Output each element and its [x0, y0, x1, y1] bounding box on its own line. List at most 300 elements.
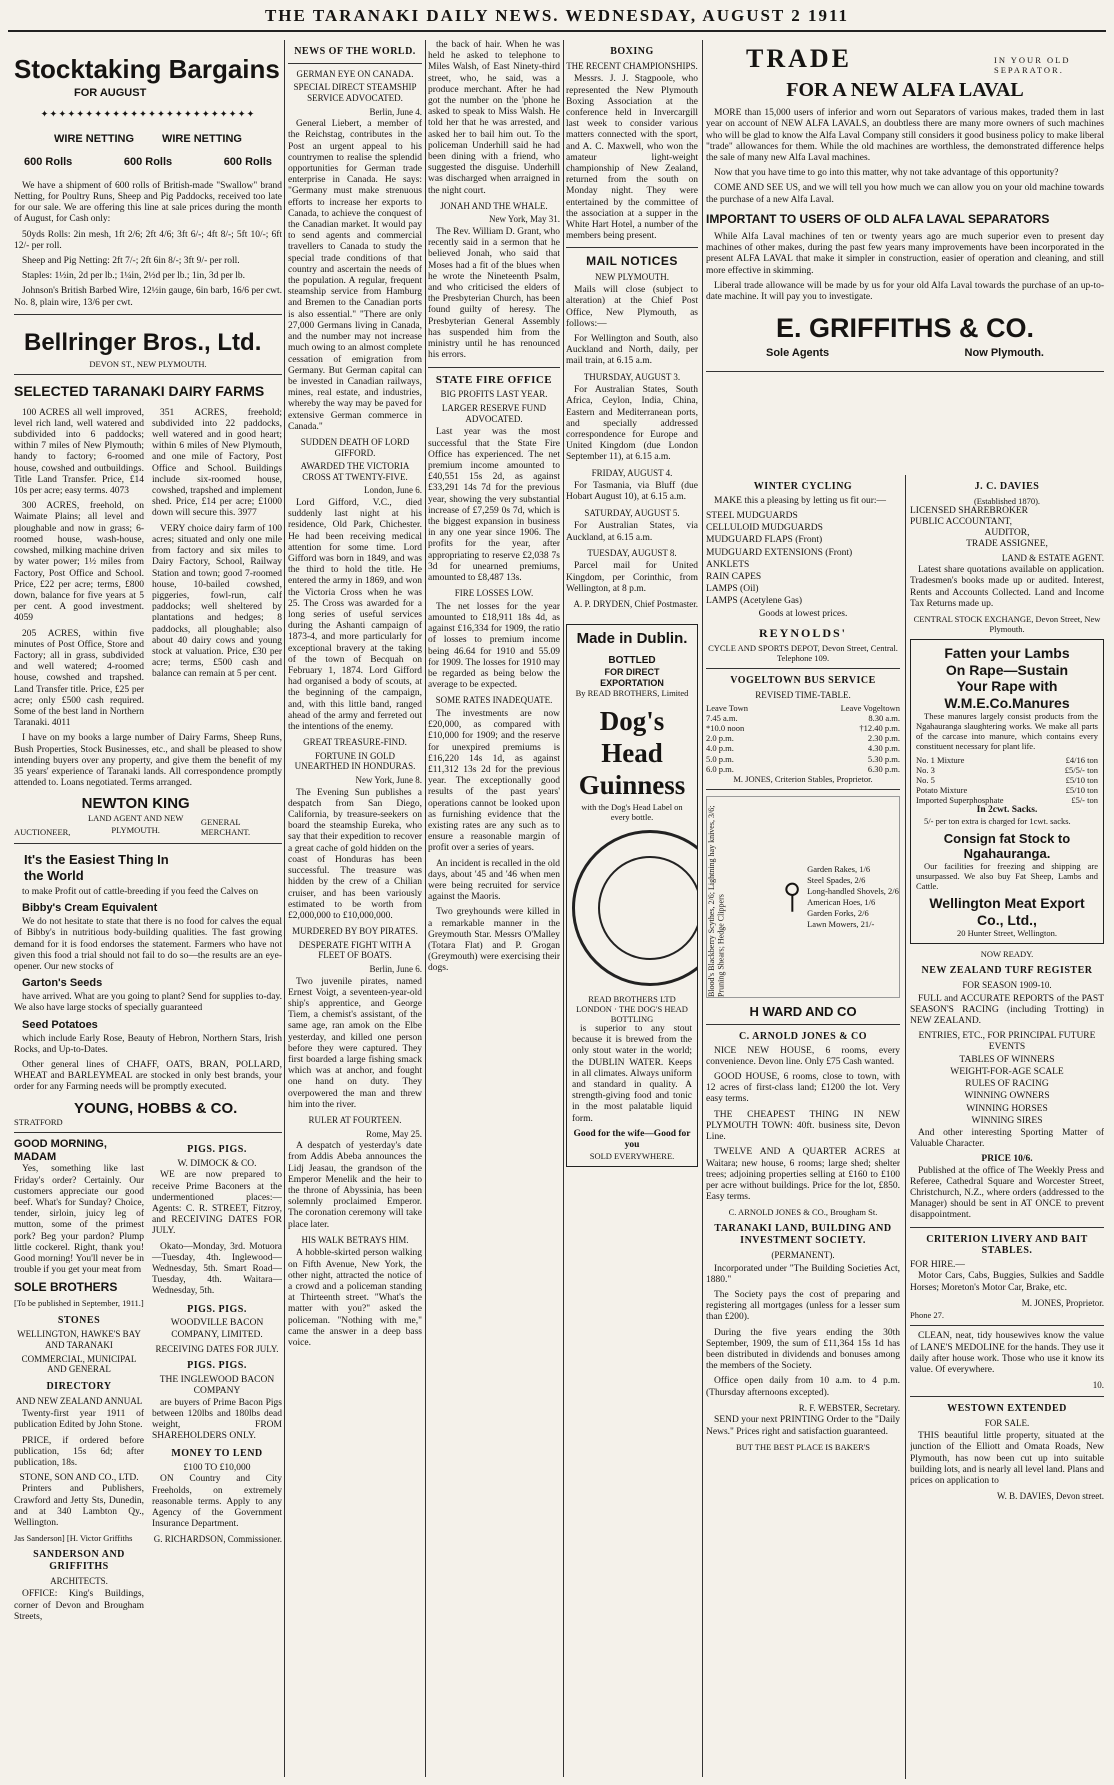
- bus-time: 4.0 p.m.: [706, 743, 734, 754]
- trade-header: [706, 44, 1104, 75]
- guinness-bottled: BOTTLED: [608, 655, 656, 667]
- tool-price: Steel Spades, 2/6: [807, 875, 866, 886]
- guinness-by: By READ BROTHERS, Limited: [575, 688, 689, 699]
- stones-sub: WELLINGTON, HAWKE'S BAY AND TARANAKI: [17, 1329, 141, 1350]
- money-sig: G. RICHARDSON, Commissioner.: [153, 1534, 282, 1545]
- pigs-firm: WOODVILLE BACON COMPANY, LIMITED.: [170, 1318, 264, 1340]
- bus-row: [706, 713, 900, 723]
- turf-body: FULL and ACCURATE REPORTS of the PAST SEASON'S RACING (including Trotting) in NEW ZEALAND.: [910, 993, 1104, 1027]
- article-dateline: London, June 6.: [364, 485, 422, 496]
- young-hobbs-town: STRATFORD: [14, 1117, 63, 1128]
- trade-body: Liberal trade allowance will be made by us for your old Alfa Laval towards the purchase of an up-to-date machine. It will pay you to investigate.: [706, 280, 1104, 303]
- article-dateline: Berlin, June 6.: [369, 963, 422, 974]
- fire-office-body: Two greyhounds were killed in a remarkable manner in the Greymouth Star. Messrs O'Malley (Totara Flat) and P. Grogan (Greymouth) were exercising their dogs.: [428, 907, 560, 974]
- consign-title: Consign fat Stock to Ngahauranga.: [943, 830, 1071, 861]
- seed-body: which include Early Rose, Beauty of Hebron, Northern Stars, Irish Rocks, and Up-to-Dates.: [14, 1033, 282, 1055]
- clean-price: 10.: [1092, 1380, 1104, 1391]
- article-title: SUDDEN DEATH OF LORD GIFFORD.: [300, 436, 410, 458]
- stones-sub2: COMMERCIAL, MUNICIPAL AND GENERAL: [21, 1353, 137, 1375]
- cycling-item: MUDGUARD FLAPS (Front): [706, 535, 823, 546]
- bus-time: 2.0 p.m.: [706, 733, 734, 744]
- easiest-title: It's the Easiest Thing In the World: [24, 852, 169, 883]
- article-sub: AWARDED THE VICTORIA CROSS AT TWENTY-FIVE.: [300, 461, 410, 482]
- guinness-sold: SOLD EVERYWHERE.: [589, 1151, 675, 1162]
- fire-office-body: The net losses for the year amounted to £18,911 18s 4d, as against £16,334 for 1909, the ratio of losses to premium income being 46.64 for 1910 and 55.09 for 1909. The losses for 1910 may be regarded as being below the average to be expected.: [428, 601, 560, 691]
- griffiths-name: E. GRIFFITHS & CO.: [775, 313, 1034, 344]
- clean-body: CLEAN, neat, tidy housewives know the value of LANE'S MEDOLINE for the hands. They use it daily after house work. Those who use it know its value. Of everywhere.: [910, 1331, 1104, 1375]
- mail-date: THURSDAY, AUGUST 3.: [583, 371, 681, 382]
- stones-firm-sub: Printers and Publishers, Crawford and Jetty Sts, Dunedin, and at 340 Lambton Qy., Wellington.: [14, 1484, 144, 1528]
- bus-time: †12.40 p.m.: [859, 723, 900, 734]
- bellringer-name: Bellringer Bros., Ltd.: [24, 328, 262, 356]
- lower-left-ads: [706, 475, 900, 1779]
- arnold-listing: GOOD HOUSE, 6 rooms, close to town, with 12 acres of first-class land; £1200 the lot. Very easy terms.: [706, 1072, 900, 1105]
- stocktaking-subtitle: FOR AUGUST: [74, 86, 147, 99]
- ward-name: H WARD AND CO: [749, 1003, 857, 1019]
- criterion-body: Motor Cars, Cabs, Buggies, Sulkies and Saddle Horses; Moreton's Motor Car, Brake, etc.: [910, 1271, 1104, 1293]
- garton-head: Garton's Seeds: [22, 977, 103, 990]
- building-hours: Office open daily from 10 a.m. to 4 p.m. (Thursday afternoons excepted).: [706, 1376, 900, 1398]
- article-body: Lord Gifford, V.C., died suddenly last night at his residence, Old Park, Chichester. He had been receiving medical attention for some time. Lord Gifford was born in 1849, and was the third to hold the title. He entered the army in 1869, and won the Victoria Cross when he was 25. The Cross was awarded for a long series of useful services during the Ashanti campaign of 1873-4, and more particularly for exceptional bravery at the taking of the town of Becquah on February 1, 1874. Lord Gifford had organised a body of scouts, at the beginning of the campaign, and, with this little band, ranged ahead of the army and ferreted out the intentions of the enemy.: [288, 497, 422, 733]
- manure-price: £5/5/- ton: [1064, 765, 1098, 776]
- guinness-seal-text: READ BROTHERS LTD LONDON · THE DOG'S HEAD BOTTLING: [576, 993, 688, 1024]
- consign-body: Our facilities for freezing and shipping are unsurpassed. We also buy Fat Sheep, Lambs and Cattle.: [916, 861, 1098, 892]
- newton-left: AUCTIONEER,: [14, 827, 71, 838]
- bus-row: [706, 754, 900, 764]
- turf-items: [910, 1031, 1104, 1127]
- guinness-ad: [566, 624, 698, 1168]
- bellringer-address: DEVON ST., NEW PLYMOUTH.: [89, 359, 207, 370]
- turf-item: WEIGHT-FOR-AGE SCALE: [950, 1066, 1064, 1077]
- davies-line: AUDITOR,: [984, 528, 1030, 539]
- architects-names: Jas Sanderson] [H. Victor Griffiths: [14, 1533, 133, 1544]
- column-rule: [563, 40, 564, 1777]
- divider: [14, 843, 282, 844]
- manure-price-row: [916, 795, 1098, 805]
- mail-item: For Australian States, South Africa, Ceylon, India, China, Eastern and Mediterranean ports, and specially addressed correspondence for Europe and United Kingdom (due London September 11), at 6.15 a.m.: [566, 385, 698, 463]
- manure-price: £5/- ton: [1071, 795, 1098, 806]
- wellington-meat-name: Wellington Meat Export Co., Ltd.,: [929, 895, 1085, 928]
- dairy-listing: VERY choice dairy farm of 100 acres; situated and only one mile from factory and six miles to Dairy Factory, School, Railway Station and town; good 7-roomed house, 10-bailed cowshed, piggeries, fowl-run, calf paddocks; well sheltered by plantations and hedges; 8 paddocks, all ploughable; also about 40 dairy cows and young stock at valuation. Price, £30 per acre; terms, £500 cash and balance can remain at 5 per cent.: [152, 523, 282, 680]
- column-boxing-mail: [566, 40, 698, 1779]
- westown-body: THIS beautiful little property, situated at the junction of the Elliott and Omata Roads, New Plymouth, has now been cut up into suitable building lots, and is nearly all level land. Plans and prices on application to: [910, 1431, 1104, 1486]
- boxing-body: Messrs. J. J. Stagpoole, who represented the New Plymouth Boxing Association at the conference held in Invercargill last week to consider various matters connected with the sport, and A. C. Maxwell, who won the amateur light-weight championship of New Zealand, returned from the south on Monday night. They were entertained by the committee of the association at a supper in the White Hart Hotel, a number of the members being present.: [566, 74, 698, 242]
- good-morning-body: Yes, something like last Friday's order? Certainly. Our customers appreciate our good beef. What's for Sunday? Choice, tender, sirloin, juicy leg of mutton, some of the primest pork? Beg your pardon? Plump little cockerel. Right, thank you! Good morning! You'll never be in trouble if you get your meat from: [14, 1164, 144, 1276]
- guinness-body: is superior to any stout because it is brewed from the only stout water in the world; the DUBLIN WATER. Keeps in all climates. Always uniform and standard in quality. A strength-giving food and tonic in the most palatable liquid form.: [572, 1023, 692, 1124]
- divider: [910, 1396, 1104, 1397]
- article-sub: FORTUNE IN GOLD UNEARTHED IN HONDURAS.: [294, 750, 416, 772]
- turf-title: NEW ZEALAND TURF REGISTER: [921, 965, 1093, 977]
- bus-col-head: Leave Vogeltown: [840, 703, 900, 714]
- stones-note: [To be published in September, 1911.]: [14, 1298, 144, 1309]
- fire-office-sub: BIG PROFITS LAST YEAR.: [440, 389, 548, 400]
- easiest-sub: to make Profit out of cattle-breeding if you feed the Calves on: [22, 887, 259, 898]
- manure-price: £4/16 ton: [1065, 755, 1098, 766]
- divider: [288, 63, 422, 64]
- wire-netting-head: WIRE NETTING: [54, 132, 135, 145]
- turf-price: PRICE 10/6.: [981, 1154, 1033, 1165]
- manure-price: £5/10 ton: [1065, 785, 1098, 796]
- trade-sub: FOR A NEW ALFA LAVAL: [786, 78, 1024, 101]
- divider: [14, 314, 282, 315]
- bus-time: 4.30 p.m.: [867, 743, 900, 754]
- turf-item: WINNING OWNERS: [964, 1091, 1050, 1102]
- building-sub: (PERMANENT).: [771, 1249, 835, 1260]
- divider: [706, 1024, 900, 1025]
- stocktaking-line: Sheep and Pig Netting: 2ft 7/-; 2ft 6in 8/-; 3ft 9/- per roll.: [22, 256, 240, 266]
- lambs-line: On Rape—Sustain: [945, 661, 1069, 678]
- trade-title: TRADE: [746, 44, 853, 73]
- fire-office-sub: LARGER RESERVE FUND ADVOCATED.: [441, 403, 547, 424]
- turf-item: WINNING SIRES: [971, 1115, 1043, 1126]
- mail-item: For Australian States, via Auckland, at 6.15 a.m.: [566, 521, 698, 543]
- stocktaking-title: Stocktaking Bargains: [14, 54, 280, 84]
- pigs-head: PIGS. PIGS.: [187, 1144, 247, 1156]
- guinness-foot: Good for the wife—Good for you: [573, 1128, 691, 1150]
- newton-name: NEWTON KING: [81, 795, 190, 813]
- ornament-divider: ✦✦✦✦✦✦✦✦✦✦✦✦✦✦✦✦✦✦✦✦✦✦✦✦: [40, 109, 256, 120]
- cycling-item: STEEL MUDGUARDS: [706, 511, 798, 521]
- money-sub: £100 TO £10,000: [183, 1463, 251, 1474]
- davies-est: (Established 1870).: [973, 495, 1041, 506]
- guinness-export: FOR DIRECT EXPORTATION: [600, 667, 664, 688]
- trade-aside: IN YOUR OLD SEPARATOR.: [994, 54, 1071, 75]
- fire-office-body: Last year was the most successful that the State Fire Office has experienced. The net premium income amounted to £40,551 15s 2d, as against £33,291 14s 7d for the previous year, showing the very substantial increase of £7,259 0s 7d, which is the biggest expansion in business in any one year since 1906. The profits for the year, after appropriating to reserve £2,038 7s 3d for unearned premiums, amounted to £8,487 13s.: [428, 427, 560, 583]
- article-title: GERMAN EYE ON CANADA.: [296, 68, 414, 79]
- westown-sig: W. B. DAVIES, Devon street.: [997, 1491, 1104, 1502]
- column-news-continued: [428, 40, 560, 1779]
- mail-date: FRIDAY, AUGUST 4.: [591, 467, 673, 478]
- arnold-sig: C. ARNOLD JONES & CO., Brougham St.: [728, 1207, 878, 1218]
- stones-firm: STONE, SON AND CO., LTD.: [19, 1473, 139, 1484]
- lower-right-ads: [910, 475, 1104, 1779]
- bibby-body: We do not hesitate to state that there is no food for calves the equal of Bibby's in nutritious body-building qualities. The fast growing demand for it is food endorses the statement. Farmers who have not given this food a trial should not fail to do so—the results are an eye-opener. Our new stocks of: [14, 917, 282, 973]
- davies-line: TRADE ASSIGNEE,: [966, 539, 1048, 550]
- arnold-listing: THE CHEAPEST THING IN NEW PLYMOUTH TOWN: 40ft. business site, Devon Line.: [706, 1109, 900, 1143]
- pigs-head: PIGS. PIGS.: [187, 1303, 247, 1315]
- rolls-row: [14, 146, 282, 181]
- davies-line: LICENSED SHAREBROKER: [910, 505, 1028, 516]
- article-title: MURDERED BY BOY PIRATES.: [292, 926, 418, 937]
- mail-notices-title: MAIL NOTICES: [586, 254, 678, 269]
- pigs-firm: THE INGLEWOOD BACON COMPANY: [159, 1375, 275, 1397]
- manure-note: 5/- per ton extra is charged for 1cwt. sacks.: [924, 816, 1071, 827]
- fire-office-body: An incident is recalled in the old days, about '45 and '46 when men were being recruited for service against the Maoris.: [428, 858, 560, 903]
- lambs-line: Fatten your Lambs: [944, 645, 1070, 662]
- divider: [910, 1227, 1104, 1228]
- mail-item: For Wellington and South, also Auckland and North, daily, per mail train, at 6.15 a.m.: [566, 334, 698, 367]
- fire-office-body: The investments are now £20,000, as compared with £10,000 for 1909; and the reserve for unexpired premiums is £16,220 14s 1d, as against £11,312 13s 2d for the previous year. The exceptionally good results of the past years' operations cannot be looked upon as furnishing evidence that the existing rates are any such as to ensure a reasonable margin of profit over a series of years.: [428, 708, 560, 854]
- trade-body: While Alfa Laval machines of ten or twenty years ago are much superior even to present day machines of other makes, during the past few years many improvements have been incorporated in the present ALFA LAVAL that make it simpler in construction, easier of operation and cleaning, and still more effective in skimming.: [706, 232, 1104, 276]
- trade-body: Now that you have time to go into this matter, why not take advantage of this opportunity?: [714, 168, 1059, 179]
- davies-line: LAND & ESTATE AGENT.: [1001, 552, 1104, 563]
- manure-price-row: [916, 775, 1098, 785]
- turf-ready: NOW READY.: [980, 949, 1034, 960]
- dairy-listing: 100 ACRES all well improved, level rich land, well watered and subdivided into 6 paddocks; within 7 miles of New Plymouth; handy to factory; 6-roomed house, cowshed and outbuildings. Title Land Transfer. Price, £14 10s per acre; easy terms. 4073: [14, 407, 144, 497]
- cycling-item: LAMPS (Oil): [706, 584, 759, 595]
- criterion-sig: M. JONES, Proprietor.: [1021, 1297, 1104, 1308]
- stones-body: Twenty-first year 1911 of publication Edited by John Stone.: [14, 1409, 144, 1431]
- pigs-firm: W. DIMOCK & CO.: [177, 1159, 257, 1170]
- manure-price: £5/10 ton: [1065, 775, 1098, 786]
- bus-row: [706, 733, 900, 743]
- davies-foot: CENTRAL STOCK EXCHANGE, Devon Street, New Plymouth.: [913, 614, 1101, 635]
- bus-row: [706, 764, 900, 774]
- article-title: RULER AT FOURTEEN.: [308, 1114, 402, 1125]
- turf-more: And other interesting Sporting Matter of Valuable Character.: [910, 1127, 1104, 1150]
- newton-king-ad: [14, 795, 282, 837]
- manure-price-row: [916, 765, 1098, 775]
- newton-right: GENERAL MERCHANT.: [200, 817, 251, 838]
- masthead-rule: [8, 30, 1106, 32]
- mail-date: SATURDAY, AUGUST 5.: [584, 507, 680, 518]
- good-morning-title: GOOD MORNING, MADAM: [14, 1138, 107, 1164]
- cycling-body: MAKE this a pleasing by letting us fit our:—: [714, 495, 887, 506]
- lambs-line: Your Rape with: [956, 678, 1058, 695]
- griffiths-left: Sole Agents: [766, 347, 830, 360]
- article-dateline: Berlin, June 4.: [369, 106, 422, 117]
- divider: [566, 247, 698, 248]
- tool-price: Lawn Mowers, 21/-: [807, 919, 875, 930]
- bus-foot: M. JONES, Criterion Stables, Proprietor.: [733, 773, 873, 784]
- criterion-hire: FOR HIRE.—: [910, 1260, 965, 1271]
- dairy-listing: 351 ACRES, freehold; subdivided into 22 paddocks, well watered and in good heart; within 6 miles of New Plymouth, and one mile of Factory, Post Office and School. Buildings include six-roomed house, cowshed, trapshed and implement shed. Price, £14 per acre; £1000 down will secure this. 3977: [152, 407, 282, 519]
- cycling-item: ANKLETS: [706, 559, 750, 570]
- article-dateline: New York, June 8.: [355, 775, 422, 786]
- guinness-label: with the Dog's Head Label on every bottle.: [581, 801, 683, 822]
- cycling-item: LAMPS (Acetylene Gas): [706, 596, 803, 607]
- newton-sub: LAND AGENT AND NEW PLYMOUTH.: [87, 813, 184, 836]
- boxing-sub: THE RECENT CHAMPIONSHIPS.: [566, 60, 698, 71]
- masthead: [0, 0, 1114, 34]
- building-title: TARANAKI LAND, BUILDING AND INVESTMENT SOCIETY.: [714, 1223, 892, 1247]
- stones-title: STONES: [57, 1314, 101, 1326]
- cycling-item: RAIN CAPES: [706, 572, 762, 583]
- bus-row: [706, 723, 900, 733]
- manure-name: No. 1 Mixture: [916, 755, 965, 766]
- lower-split: [706, 475, 1104, 1779]
- criterion-title: CRITERION LIVERY AND BAIT STABLES.: [926, 1233, 1088, 1257]
- column-ads-right: [706, 40, 1104, 1779]
- garden-tools-ad: [706, 796, 900, 998]
- alfa-laval-head: IMPORTANT TO USERS OF OLD ALFA LAVAL SEPARATORS: [706, 211, 1050, 226]
- bus-time: 6.0 p.m.: [706, 763, 734, 774]
- manure-price-row: [916, 785, 1098, 795]
- sole-brothers: SOLE BROTHERS: [14, 1280, 118, 1295]
- pigs-head: PIGS. PIGS.: [187, 1360, 247, 1372]
- manure-name: No. 3: [916, 765, 935, 776]
- manure-name: No. 5: [916, 775, 935, 786]
- turf-item: WINNING HORSES: [966, 1103, 1048, 1114]
- stocktaking-line: 50yds Rolls: 2in mesh, 1ft 2/6; 2ft 4/6; 3ft 6/-; 4ft 8/-; 5ft 10/-; 6ft 12/- per roll.: [14, 229, 282, 251]
- article-body: Two juvenile pirates, named Ernest Voigt, a seventeen-year-old ship's apprentice, and George Tiem, a chemist's assistant, of the same age, ran amok on the Elbe yesterday, and killed one person before they were captured. They first boarded a large fishing smack which was at anchor, and fought one hand on duty. They overpowered the man and threw him into the river.: [288, 976, 422, 1110]
- article-body: A despatch of yesterday's date from Addis Abeba announces the Lidj Jeasau, the grandson of the Emperor Menelik and the heir to the throne of Abyssinia, has been solemnly proclaimed Emperor. The coronation ceremony will take place later.: [288, 1141, 422, 1230]
- section-head: NEWS OF THE WORLD.: [294, 46, 416, 57]
- manure-name: Potato Mixture: [916, 785, 968, 796]
- turf-item: ENTRIES, ETC., FOR PRINCIPAL FUTURE EVENTS: [918, 1031, 1096, 1053]
- bus-time: 5.30 p.m.: [867, 753, 900, 764]
- wire-netting-head: WIRE NETTING: [161, 132, 242, 145]
- bus-time: *10.0 noon: [706, 723, 745, 734]
- baker-ad: BUT THE BEST PLACE IS BAKER'S: [735, 1441, 870, 1452]
- tool-price: Garden Forks, 2/6: [807, 908, 869, 919]
- westown-sub: FOR SALE.: [984, 1417, 1030, 1428]
- tools-side-text: Blood's Blackberry Scythes, 2/6; Lightning hay knives, 3/6; Pruning Shears; Hedge Clippers: [707, 805, 726, 997]
- griffiths-agents: [706, 345, 1104, 366]
- other-lines: Other general lines of CHAFF, OATS, BRAN, POLLARD, WHEAT and BARLEYMEAL are stocked in only best brands, your order for any Farming needs will be promptly executed.: [14, 1060, 282, 1093]
- guinness-brand: Guinness: [578, 769, 686, 800]
- column-rule: [702, 40, 703, 1777]
- manure-price-row: [916, 755, 1098, 765]
- mail-notices-sub: NEW PLYMOUTH.: [595, 271, 669, 282]
- young-hobbs-name: YOUNG, HOBBS & CO.: [74, 1099, 238, 1117]
- stocktaking-line: Staples: 1½in, 2d per lb.; 1¼in, 2½d per lb.; 1in, 3d per lb.: [22, 271, 245, 282]
- bus-time: 6.30 p.m.: [867, 763, 900, 774]
- mail-item: For Tasmania, via Bluff (due Hobart August 10), at 6.15 a.m.: [566, 481, 698, 503]
- pigs-dates: Okato—Monday, 3rd. Motuora—Tuesday, 4th. Inglewood—Wednesday, 5th. Smart Road—Tuesday, 4th. Waitara—Wednesday, 5th.: [152, 1241, 282, 1297]
- wellington-meat-addr: 20 Hunter Street, Wellington.: [957, 928, 1057, 939]
- mail-date: TUESDAY, AUGUST 8.: [587, 547, 677, 558]
- rolls-label: 600 Rolls: [123, 155, 173, 168]
- dogs-head-seal-icon: [572, 830, 698, 986]
- article-sub: DESPERATE FIGHT WITH A FLEET OF BOATS.: [298, 939, 412, 961]
- dogs-head-icon: [598, 856, 698, 960]
- turf-pub: Published at the office of The Weekly Press and Referee, Cathedral Square and Worcester Street, Christchurch, N.Z., where orders (addressed to the Manager) should be sent in AT ONCE to prevent disappointment.: [910, 1165, 1104, 1221]
- money-body: ON Country and City Freeholds, on extremely reasonable terms. Apply to any Agency of the Government Insurance Department.: [152, 1474, 282, 1530]
- building-body: The Society pays the cost of preparing and registering all mortgages (unless for a lesser sum than £200).: [706, 1289, 900, 1323]
- tool-price: Garden Rakes, 1/6: [807, 864, 871, 874]
- bus-sub: REVISED TIME-TABLE.: [755, 689, 851, 700]
- article-continued: the back of hair. When he was held he asked to telephone to Miles Walsh, of East Ninety-third street, who, he said, was a produce merchant. After he had got the number on the 'phone he asked to speak to Miss Walsh. He told her that he was arrested, and asked her to bail him out. To the policeman Underhill said he had been dining with a friend, who suggested the disguise. Underhill was discharged when arraigned in the night court.: [428, 40, 560, 196]
- dairy-listings: [14, 408, 282, 734]
- davies-line: PUBLIC ACCOUNTANT,: [910, 517, 1012, 528]
- pigs-body: WE are now prepared to receive Prime Baconers at the undermentioned places:— Agents: C. R. STREET, Fitzroy, and RECEIVING DATES FOR JULY.: [152, 1170, 282, 1237]
- article-sub: SPECIAL DIRECT STEAMSHIP SERVICE ADVOCATED.: [293, 82, 417, 104]
- criterion-phone: Phone 27.: [910, 1310, 944, 1321]
- divider: [14, 1132, 282, 1133]
- building-body: During the five years ending the 30th September, 1909, the sum of £11,364 15s 1d has been distributed in dividends and bonuses among the members of the Society.: [706, 1327, 900, 1372]
- divider: [14, 374, 282, 375]
- column-ads-left: [14, 40, 282, 1779]
- cycling-items: [706, 511, 900, 608]
- article-body: General Liebert, a member of the Reichstag, contributes in the Post an urgent appeal to his countrymen to realise the splendid opportunities for German trade enterprise in Canada. He says: "Germany must make strenuous efforts to increase her exports to Canada, to achieve the conquest of the Canadian market. It would pay to send agents and commercial travellers to Canada to study the special trade conditions of that country and ascertain the needs of the population. A regular, frequent steamship service from Hamburg and Bremen to the Canadian ports is also essential." "There are only 27,000 Germans living in Canada, and the number may not increase much owing to an almost complete cessation of emigration from Germany. But German capital can be invested in Canadian railways, mines, real estate, and industries, whereby the way may be paved for extensive German commerce in Canada.": [288, 119, 422, 432]
- article-body: A hobble-skirted person walking on Fifth Avenue, New York, the other night, attracted the notice of a crowd and a policeman standing at Thirteenth street. "What's the matter with you?" asked the policeman. "Nothing with me," came the answer in a deep bass voice.: [288, 1248, 422, 1349]
- bus-time: 8.30 a.m.: [868, 713, 900, 724]
- column-rule: [905, 475, 906, 1779]
- article-dateline: New York, May 31.: [488, 214, 560, 225]
- manures-ad: [910, 639, 1104, 944]
- divider: [428, 367, 560, 368]
- reynolds-sub: CYCLE AND SPORTS DEPOT, Devon Street, Central. Telephone 109.: [708, 642, 898, 663]
- bus-time: 5.0 p.m.: [706, 753, 734, 764]
- stones-annual: AND NEW ZEALAND ANNUAL: [15, 1395, 143, 1406]
- arnold-listing: NICE NEW HOUSE, 6 rooms, every convenience. Devon line. Only £75 Cash wanted.: [706, 1045, 900, 1067]
- building-body: Incorporated under "The Building Societies Act, 1880.": [706, 1263, 900, 1285]
- fire-office-title: STATE FIRE OFFICE: [435, 373, 553, 386]
- turf-season: FOR SEASON 1909-10.: [962, 980, 1052, 991]
- bus-row: [706, 743, 900, 753]
- rolls-label: 600 Rolls: [223, 155, 272, 168]
- article-title: HIS WALK BETRAYS HIM.: [301, 1234, 409, 1245]
- lambs-body: These manures largely consist products from the Ngahauranga slaughtering works. We make all parts of the carcase into manure, which contains every constituent necessary for plant life.: [916, 711, 1098, 752]
- stocktaking-body: We have a shipment of 600 rolls of British-made "Swallow" brand Netting, for Poultry Runs, Sheep and Pig Paddocks, received too late for our sale. We are offering this line at sale prices during the month of August, for Cash only:: [14, 180, 282, 225]
- architects-office: OFFICE: King's Buildings, corner of Devon and Brougham Streets,: [14, 1589, 144, 1622]
- article-body: The Evening Sun publishes a despatch from San Diego, California, by treasure-seekers on board the steamship Eureka, who say that their expedition to recover a great cache of gold hidden on the coast of Honduras has been successful. The treasure was hidden by the crew of a Chilian cruiser, and has been variously estimated to be worth from £2,000,000 to £10,000,000.: [288, 787, 422, 921]
- trade-body: MORE than 15,000 users of inferior and worn out Separators of various makes, traded them in last year on account of NEW ALFA LAVALS, an doubtless there are many more owners of such machines who will be glad to know the Alfa Laval Company still considers it good business policy to make liberal "trade" allowances for them. While the old machines are worthless, the demonstrated difference helps the sale of many new Alfa Laval machines.: [706, 108, 1104, 164]
- dairy-farms-title: SELECTED TARANAKI DAIRY FARMS: [14, 383, 265, 400]
- tool-price: American Hoes, 1/6: [807, 897, 876, 908]
- bus-col-head: Leave Town: [706, 703, 748, 714]
- rolls-label: 600 Rolls: [24, 155, 73, 168]
- article-title: JONAH AND THE WHALE.: [440, 200, 548, 211]
- manure-sacks: In 2cwt. Sacks.: [976, 805, 1038, 816]
- seed-head: Seed Potatoes: [22, 1018, 98, 1031]
- davies-title: J. C. DAVIES: [974, 481, 1040, 492]
- stocktaking-line: Johnson's British Barbed Wire, 12½in gauge, 6in barb, 16/6 per cwt. No. 8, plain wire, 13/6 per cwt.: [14, 286, 282, 308]
- article-dateline: Rome, May 25.: [366, 1128, 422, 1139]
- architects-title: SANDERSON AND GRIFFITHS: [33, 1549, 125, 1572]
- turf-item: TABLES OF WINNERS: [959, 1054, 1055, 1065]
- griffiths-right: Now Plymouth.: [964, 347, 1044, 360]
- article-body: The Rev. William D. Grant, who recently said in a sermon that he believed Jonah, who said that Moses had a fit of the blues when he wrote the Nineteenth Psalm, and who criticised the elders of the Presbyterian Church, has been found guilty of heresy. The Presbyterian General Assembly has suspended him from the ministry until he has renounced his errors.: [428, 227, 560, 361]
- garton-body: have arrived. What are you going to plant? Send for supplies to-day. We also have large stocks of specially guaranteed: [14, 992, 282, 1014]
- bibby-head: Bibby's Cream Equivalent: [22, 902, 158, 915]
- cycling-item: CELLULOID MUDGUARDS: [706, 523, 823, 534]
- dairy-footer: I have on my books a large number of Dairy Farms, Sheep Runs, Bush Properties, Stock Businesses, etc., and shall be pleased to show intending buyers over any property, and give them the benefit of my 35 years' experience of Taranaki lands. All correspondence promptly attended to. Loans negotiated. Terms arranged.: [14, 733, 282, 789]
- cycling-title: WINTER CYCLING: [753, 481, 853, 492]
- bus-table-head: [706, 703, 900, 713]
- divider: [706, 668, 900, 669]
- newspaper-title: THE TARANAKI DAILY NEWS. WEDNESDAY, AUGUST 2 1911: [264, 6, 850, 25]
- turf-item: RULES OF RACING: [965, 1079, 1049, 1090]
- architects-sub: ARCHITECTS.: [50, 1575, 108, 1586]
- column-rule: [284, 40, 285, 1777]
- fire-office-head: SOME RATES INADEQUATE.: [435, 695, 553, 706]
- money-title: MONEY TO LEND: [171, 1448, 263, 1460]
- article-title: GREAT TREASURE-FIND.: [303, 737, 407, 748]
- building-sig: R. F. WEBSTER, Secretary.: [798, 1402, 900, 1413]
- lambs-line: W.M.E.Co.Manures: [944, 694, 1070, 711]
- dairy-listing: 300 ACRES, freehold, on Waimate Plains; all level and ploughable and now in grass; 6-roomed house, wash-house, cowshed, milking machine driven by water power; 1½ miles from Factory, Post Office and School. Price, £22 per acre; terms, £800 down, balance for five years at 5 per cent. A good investment. 4059: [14, 501, 144, 624]
- tool-price: Long-handled Shovels, 2/6: [807, 886, 899, 897]
- dairy-listing: 205 ACRES, within five minutes of Post Office, Store and Factory; all in grass, subdivided and well watered; 4-roomed house, cowshed and trapshed. Land Transfer title. Price, £25 per acre; only £500 cash required. Some of the best land in Northern Taranaki. 4011: [14, 628, 144, 729]
- davies-body: Latest share quotations available on application. Tradesmen's books made up or audited. Interest, Rents and Accounts Collected. Land and Income Tax Returns made up.: [910, 565, 1104, 609]
- reynolds-name: REYNOLDS': [758, 625, 847, 640]
- guinness-brand: Dog's Head: [599, 706, 665, 769]
- fire-office-head: FIRE LOSSES LOW.: [454, 588, 534, 599]
- trade-body: COME AND SEE US, and we will tell you how much we can allow you on your old machine towards the purchase of a new Alfa Laval.: [706, 183, 1104, 205]
- divider: [706, 789, 900, 790]
- mail-body: Mails will close (subject to alteration) at the Chief Post Office, New Plymouth, as follows:—: [566, 285, 698, 329]
- westown-title: WESTOWN EXTENDED: [947, 1402, 1067, 1414]
- pigs-sub: are buyers of Prime Bacon Pigs between 120lbs and 180lbs dead weight, FROM SHAREHOLDERS ONLY.: [152, 1397, 282, 1442]
- stones-directory: DIRECTORY: [46, 1380, 112, 1392]
- boxing-title: BOXING: [610, 46, 654, 57]
- cycling-item: MUDGUARD EXTENSIONS (Front): [706, 547, 853, 558]
- pigs-sub: RECEIVING DATES FOR JULY.: [155, 1343, 279, 1354]
- lower-ads: [14, 1138, 282, 1627]
- divider: [706, 371, 1104, 372]
- manure-name: Imported Superphosphate: [916, 795, 1004, 806]
- tool-prices: [807, 863, 899, 930]
- arnold-title: C. ARNOLD JONES & CO: [738, 1030, 868, 1042]
- divider: [910, 1325, 1104, 1326]
- bus-time: 2.30 p.m.: [867, 733, 900, 744]
- mail-sig: A. P. DRYDEN, Chief Postmaster.: [573, 598, 698, 609]
- guinness-made: Made in Dublin.: [576, 629, 688, 647]
- stones-price: PRICE, if ordered before publication, 15s 6d; after publication, 18s.: [14, 1435, 144, 1468]
- mail-item: Parcel mail for United Kingdom, per Corinthic, from Wellington, at 8 p.m.: [566, 561, 698, 594]
